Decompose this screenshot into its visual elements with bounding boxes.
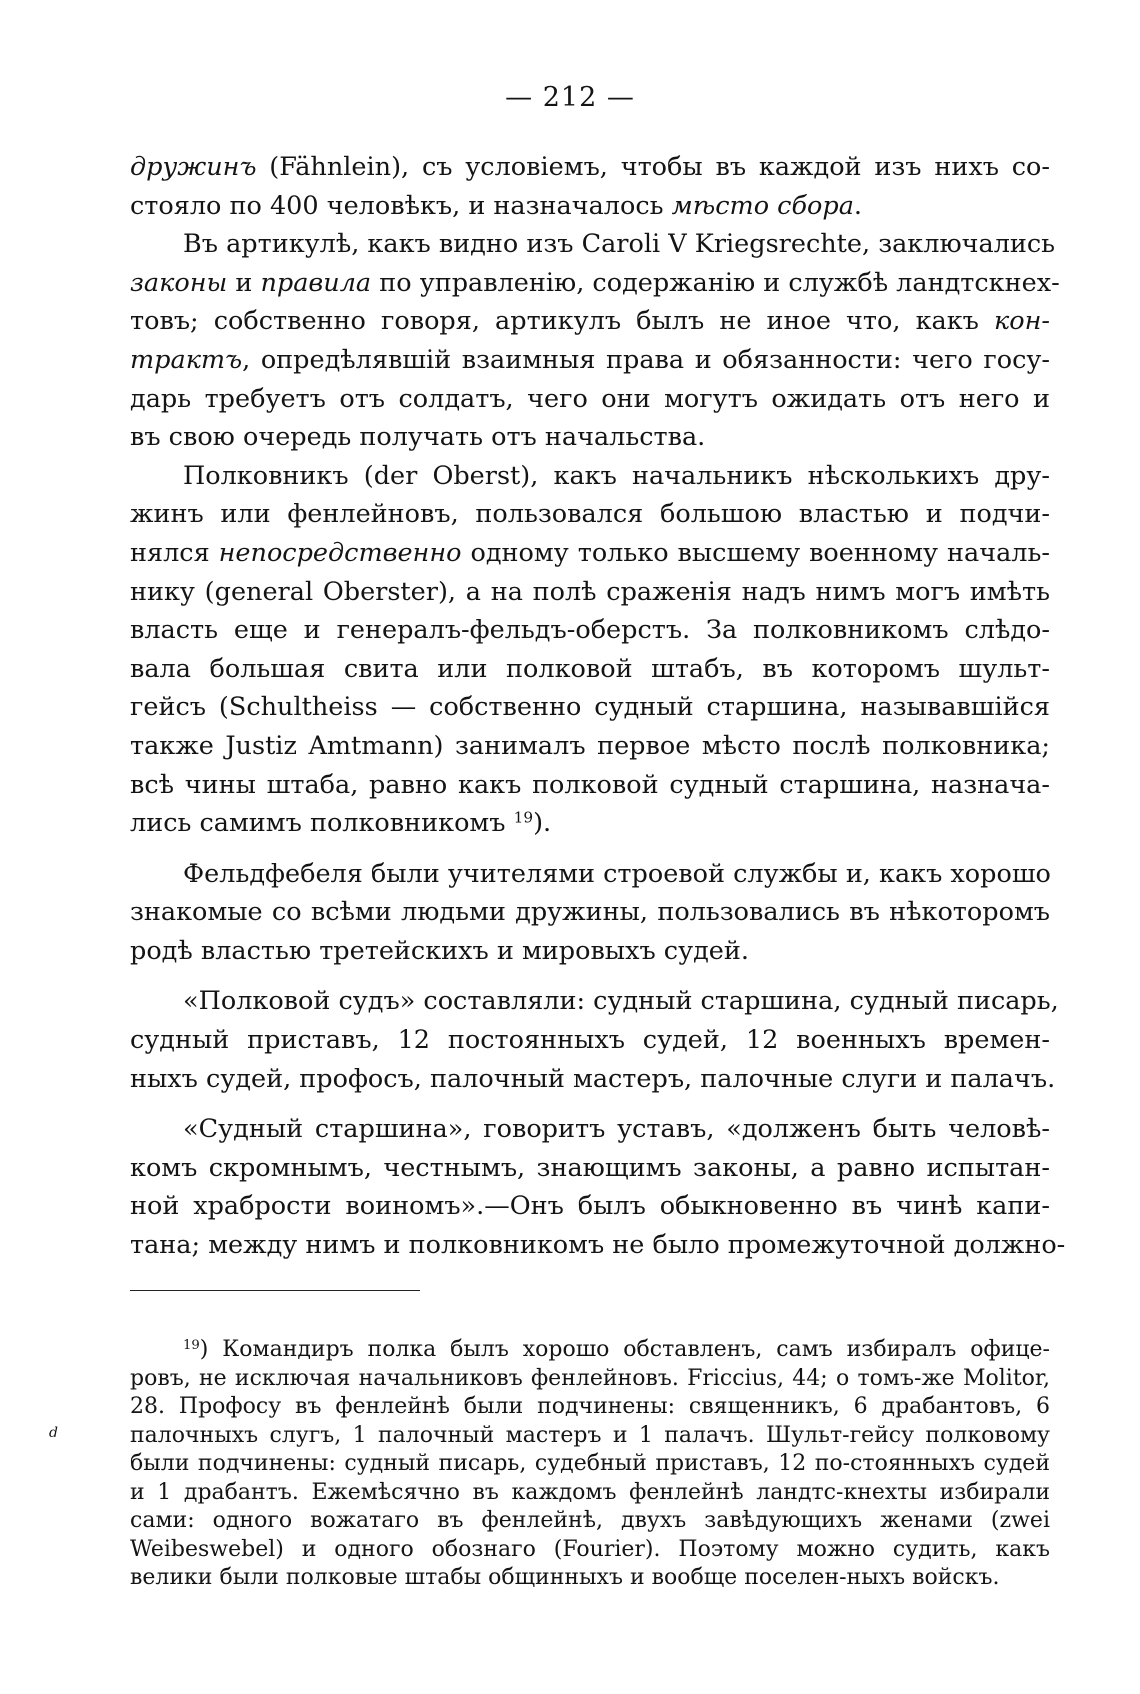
- text-line: также Justiz Amtmann) занималъ первое мѣсто послѣ полковника;: [130, 730, 1050, 761]
- text-line: дарь требуетъ отъ солдатъ, чего они могутъ ожидать отъ него и: [130, 383, 1050, 414]
- text-line: гейсъ (Schultheiss — собственно судный старшина, называвшійся: [130, 692, 1050, 723]
- text-line: ной храбрости воиномъ».—Онъ былъ обыкновенно въ чинѣ капи-: [130, 1191, 1050, 1222]
- text-line: Фельдфебеля были учителями строевой службы и, какъ хорошо: [183, 858, 1051, 889]
- text-line: тана; между нимъ и полковникомъ не было промежуточной должно-: [130, 1230, 1066, 1261]
- text-line: власть еще и генералъ-фельдъ-оберстъ. За полковникомъ слѣдо-: [130, 615, 1050, 646]
- text-line: стояло по 400 человѣкъ, и назначалось мѣсто сбора.: [130, 190, 863, 221]
- text-line: вала большая свита или полковой штабъ, въ которомъ шульт-: [130, 653, 1050, 684]
- text-line: родѣ властью третейскихъ и мировыхъ судей.: [130, 935, 749, 966]
- paragraph-5: [130, 982, 1059, 1098]
- main-text: [130, 148, 1066, 1265]
- footnote: [130, 1336, 1050, 1593]
- page-number: — 212 —: [505, 82, 635, 113]
- footnote-marker: 19: [183, 1337, 200, 1353]
- paragraph-2: [130, 225, 1060, 457]
- paragraph-4: [130, 855, 1050, 971]
- text-line: товъ; собственно говоря, артикулъ былъ не иное что, какъ кон-: [130, 306, 1050, 337]
- text-line: судный приставъ, 12 постоянныхъ судей, 12 военныхъ времен-: [130, 1025, 1050, 1056]
- text-line: лись самимъ полковникомъ $^{19}$).: [130, 808, 552, 839]
- text-line: въ свою очередь получать отъ начальства.: [130, 422, 706, 453]
- text-line: ныхъ судей, профосъ, палочный мастеръ, палочные слуги и палачъ.: [130, 1063, 1056, 1094]
- text-line: Полковникъ (der Oberst), какъ начальникъ нѣсколькихъ дру-: [183, 460, 1050, 491]
- text-line: жинъ или фенлейновъ, пользовался большою властью и подчи-: [130, 499, 1050, 530]
- text-line: нику (general Oberster), а на полѣ сраженія надъ нимъ могъ имѣть: [130, 576, 1050, 607]
- paragraph-6: [130, 1110, 1066, 1264]
- text-line: дружинъ (Fähnlein), съ условіемъ, чтобы въ каждой изъ нихъ со-: [130, 152, 1050, 182]
- text-line: знакомые со всѣми людьми дружины, пользовались въ нѣкоторомъ: [130, 897, 1050, 928]
- text-line: комъ скромнымъ, честнымъ, знающимъ законы, а равно испытан-: [130, 1152, 1050, 1183]
- margin-mark: 𝑑: [49, 1425, 58, 1441]
- text-line: трактъ, опредѣлявшій взаимныя права и обязанности: чего госу-: [130, 344, 1050, 375]
- footnote-text: ) Командиръ полка былъ хорошо обставленъ, самъ избиралъ офице-ровъ, не исключая начальниковъ фенлейновъ. Friccius, 44; о томъ-же Molitor, 28. Профосу въ фенлейнѣ были подчинены: священникъ, 6 драбантовъ, 6 палочныхъ слугъ, 1 палочный мастеръ и 1 палачъ. Шульт-гейсу полковому были подчинены: судный писарь, судебный приставъ, 12 по-стоянныхъ судей и 1 драбантъ. Ежемѣсячно въ каждомъ фенлейнѣ ландтс-кнехты избирали сами: одного вожатаго въ фенлейнѣ, двухъ завѣдующихъ женами (zwei Weibeswebel) и одного обознаго (Fourier). Поэтому можно судить, какъ велики были полковые штабы общинныхъ и вообще поселен-ныхъ войскъ.: [130, 1337, 1050, 1590]
- text-line: законы и правила по управленію, содержанію и службѣ ландтскнех-: [130, 267, 1060, 298]
- text-line: нялся непосредственно одному только высшему военному началь-: [130, 537, 1050, 568]
- footnote-divider: [130, 1290, 420, 1291]
- footnote-reference: 19: [513, 808, 534, 827]
- paragraph-3: [130, 457, 1050, 843]
- text-line: всѣ чины штаба, равно какъ полковой судный старшина, назнача-: [130, 769, 1050, 800]
- paragraph-1: [130, 148, 1050, 225]
- text-line: Въ артикулѣ, какъ видно изъ Caroli V Kriegsrechte, заключались: [183, 229, 1056, 260]
- text-line: «Судный старшина», говоритъ уставъ, «долженъ быть человѣ-: [183, 1114, 1050, 1145]
- text-line: «Полковой судъ» составляли: судный старшина, судный писарь,: [183, 986, 1059, 1017]
